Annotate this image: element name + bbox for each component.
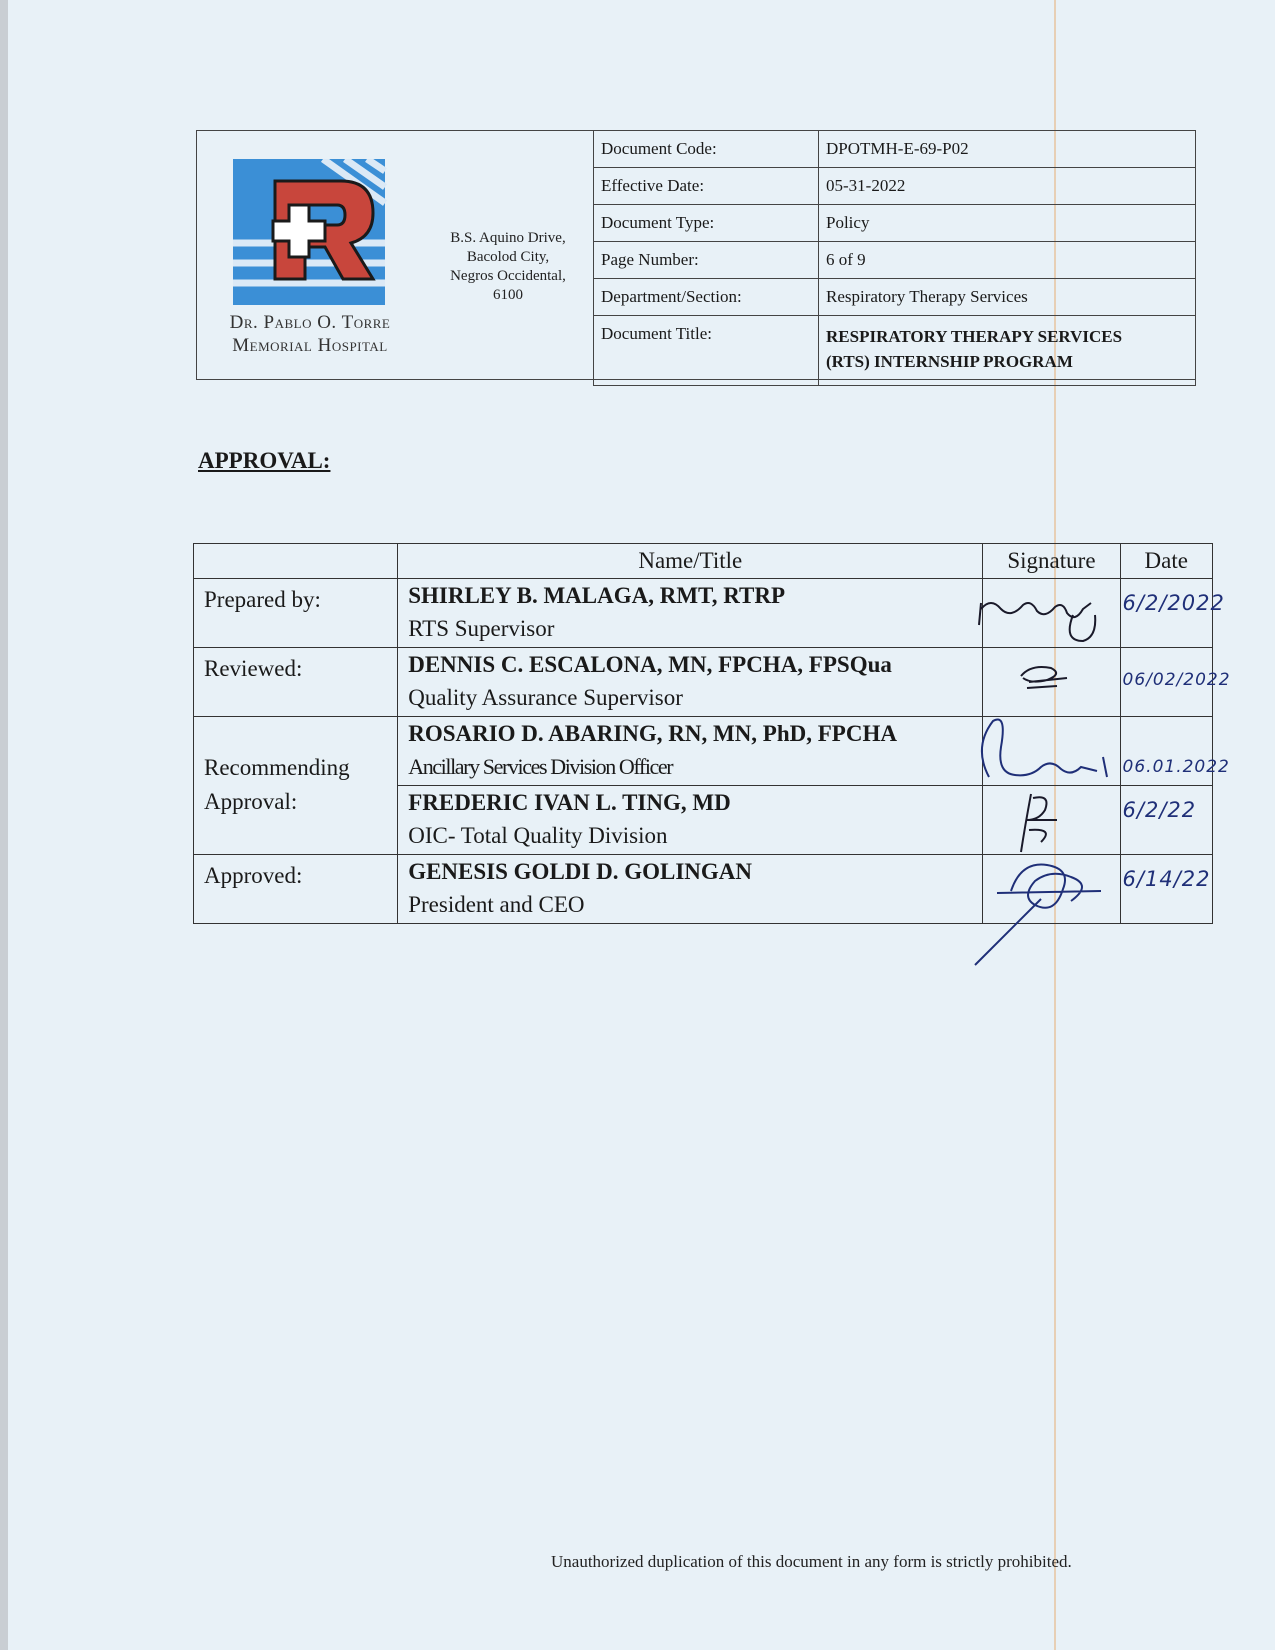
handwritten-date: 06/02/2022 [1122, 670, 1231, 690]
date-cell [1120, 786, 1212, 855]
approval-row-recommending-1 [194, 717, 1213, 786]
address-line: Bacolod City, [466, 249, 550, 265]
hospital-address [423, 229, 593, 305]
date-cell [1120, 855, 1212, 924]
address-line: B.S. Aquino Drive, [450, 230, 566, 246]
role-label-line2: Approval: [204, 789, 298, 814]
handwritten-signature [971, 786, 1121, 854]
info-value: DPOTMH-E-69-P02 [819, 131, 1196, 168]
handwritten-date: 6/2/2022 [1122, 591, 1225, 615]
approval-row-approved [194, 855, 1213, 924]
info-row-page-number [594, 242, 1196, 279]
role-label: Approved: [204, 863, 303, 888]
info-value: Respiratory Therapy Services [819, 279, 1196, 316]
hospital-name-line2: Memorial Hospital [232, 335, 388, 356]
column-header-date: Date [1120, 544, 1212, 579]
signatory-name: GENESIS GOLDI D. GOLINGAN [408, 859, 753, 884]
signatory-name: DENNIS C. ESCALONA, MN, FPCHA, FPSQua [408, 652, 892, 677]
document-header [196, 130, 1196, 380]
signature-cell [983, 648, 1120, 717]
approval-header-row [194, 544, 1213, 579]
info-label: Document Type: [594, 205, 819, 242]
handwritten-signature [971, 717, 1121, 785]
date-cell [1120, 579, 1225, 648]
address-line: Negros Occidental, [450, 268, 566, 284]
signatory-title: OIC- Total Quality Division [408, 823, 668, 848]
document-title [819, 316, 1196, 386]
role-label: Reviewed: [204, 656, 303, 681]
handwritten-signature [971, 579, 1121, 647]
signature-cell [983, 786, 1120, 855]
signatory-name: ROSARIO D. ABARING, RN, MN, PhD, FPCHA [408, 721, 897, 746]
info-value: 6 of 9 [819, 242, 1196, 279]
column-header-signature: Signature [983, 544, 1120, 579]
info-row-document-title [594, 316, 1196, 386]
hospital-logo-cell [197, 131, 593, 379]
info-label: Document Title: [594, 316, 819, 386]
handwritten-date: 6/2/22 [1122, 798, 1197, 822]
signatory-title: RTS Supervisor [408, 616, 555, 641]
document-info-table [593, 130, 1196, 386]
signatory-title: Quality Assurance Supervisor [408, 685, 683, 710]
role-label [204, 717, 387, 819]
handwritten-signature [971, 648, 1121, 716]
info-value: 05-31-2022 [819, 168, 1196, 205]
signatory-name: FREDERIC IVAN L. TING, MD [408, 790, 731, 815]
signatory-name: SHIRLEY B. MALAGA, RMT, RTRP [408, 583, 785, 608]
document-title-line2: (RTS) INTERNSHIP PROGRAM [826, 352, 1073, 371]
info-row-effective-date [594, 168, 1196, 205]
info-row-department [594, 279, 1196, 316]
info-label: Department/Section: [594, 279, 819, 316]
address-line: 6100 [493, 287, 523, 303]
role-label: Prepared by: [204, 587, 321, 612]
info-value: Policy [819, 205, 1196, 242]
signatory-title: Ancillary Services Division Officer [408, 754, 673, 779]
document-title-line1: RESPIRATORY THERAPY SERVICES [826, 327, 1123, 346]
column-header-role [194, 544, 398, 579]
info-row-document-code [594, 131, 1196, 168]
handwritten-date: 06.01.2022 [1122, 757, 1230, 777]
signatory-title: President and CEO [408, 892, 585, 917]
approval-row-reviewed [194, 648, 1213, 717]
info-row-document-type [594, 205, 1196, 242]
signature-cell [983, 717, 1120, 786]
date-cell [1120, 648, 1231, 717]
hospital-cross-r-logo [233, 159, 393, 309]
handwritten-date: 6/14/22 [1122, 867, 1211, 891]
info-label: Page Number: [594, 242, 819, 279]
approval-heading: APPROVAL: [198, 448, 331, 473]
column-header-name-title: Name/Title [398, 544, 983, 579]
approval-table [193, 543, 1231, 924]
signature-cell [983, 579, 1120, 648]
date-cell [1120, 717, 1230, 786]
hospital-name [197, 311, 423, 357]
info-label: Effective Date: [594, 168, 819, 205]
hospital-name-line1: Dr. Pablo O. Torre [229, 312, 391, 333]
approval-row-prepared [194, 579, 1213, 648]
role-label-line1: Recommending [204, 755, 350, 780]
info-label: Document Code: [594, 131, 819, 168]
signature-cell [983, 855, 1120, 924]
scanned-page-edge [0, 0, 8, 1650]
footer-notice: Unauthorized duplication of this document in any form is strictly prohibited. [551, 1552, 1072, 1571]
handwritten-signature [971, 855, 1121, 923]
